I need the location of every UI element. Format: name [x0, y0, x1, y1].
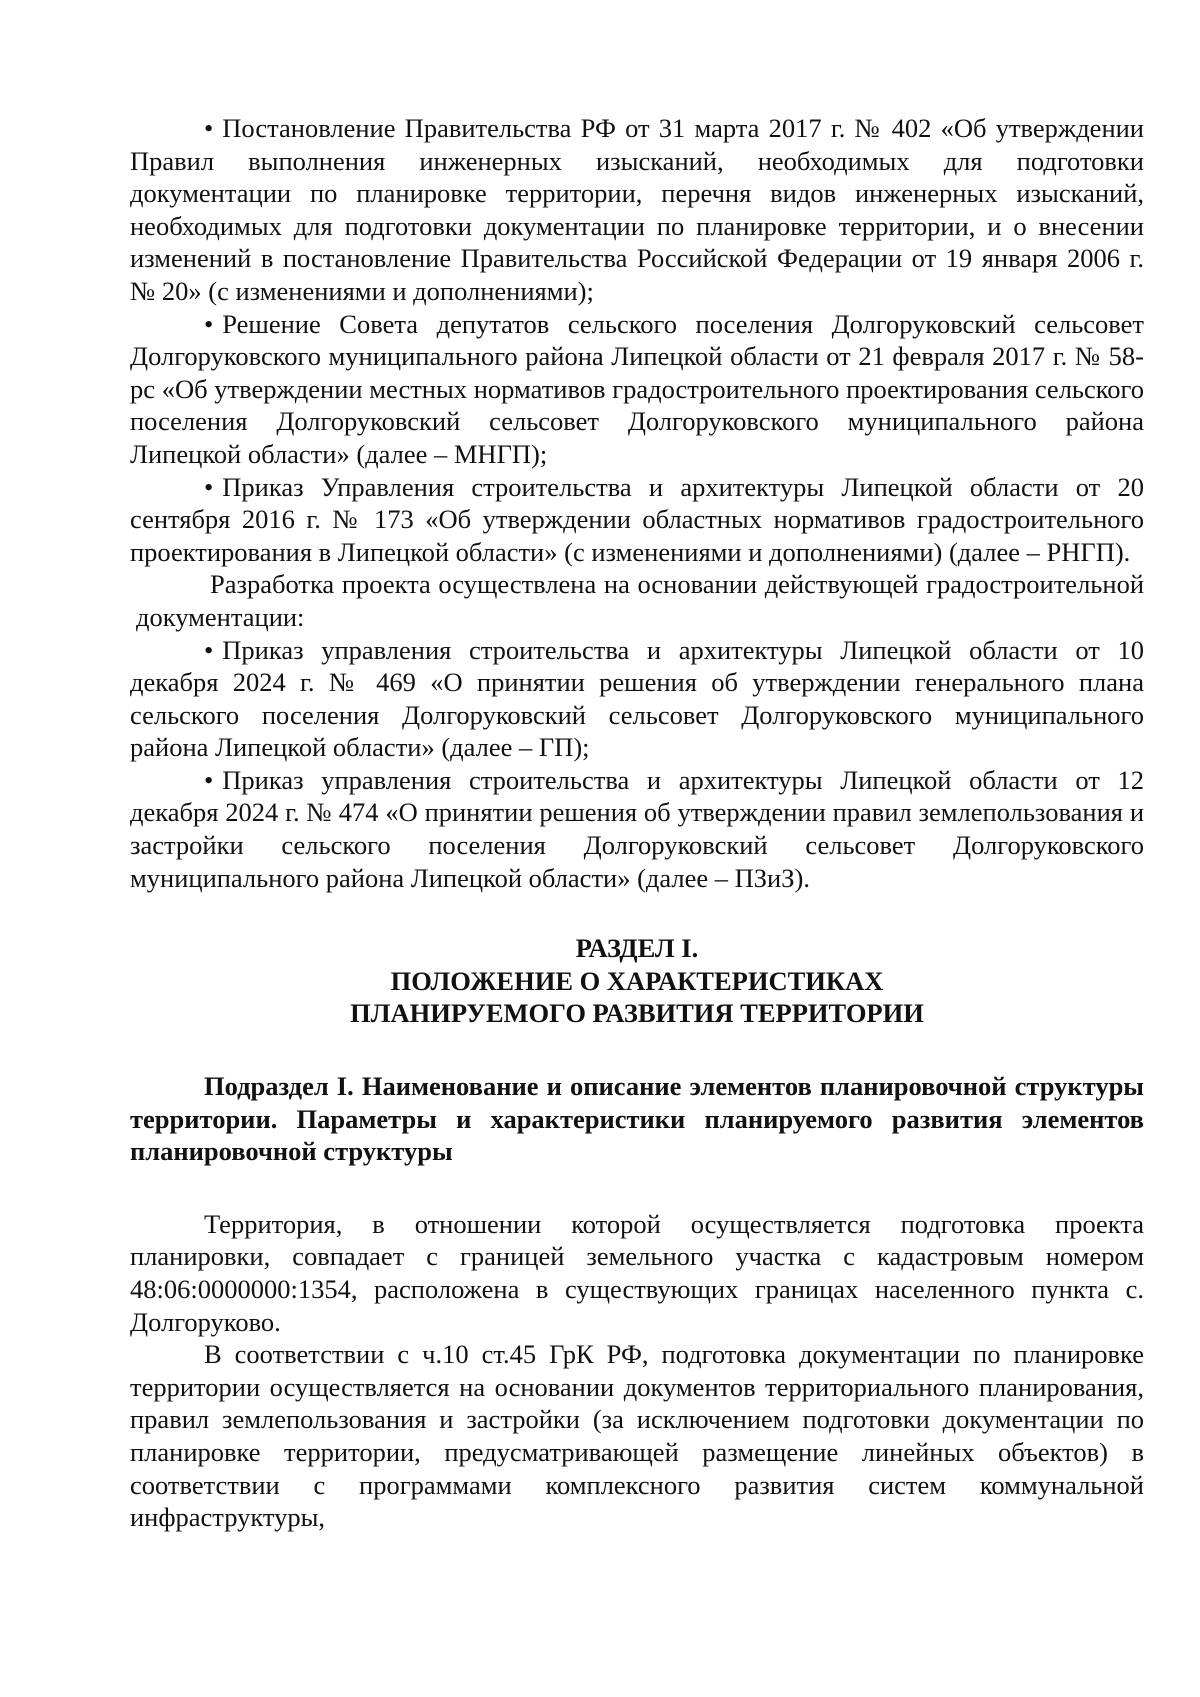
list-item-text: Приказ управления строительства и архитектуры Липецкой области от 10 декабря 2024 г. № 469 «О принятии решения об утверждении генерального плана сельского поселения Долгоруковский сельсовет Долгоруковского муниципального района Липецкой области» (далее – ГП); [130, 634, 1144, 763]
list-item-text: Постановление Правительства РФ от 31 марта 2017 г. № 402 «Об утверждении Правил выполнения инженерных изысканий, необходимых для подготовки документации по планировке территории, перечня видов инженерных изысканий, необходимых для подготовки документации по планировке территории, и о внесении изменений в постановление Правительства Российской Федерации от 19 января 2006 г. № 20» (с изменениями и дополнениями); [130, 113, 1144, 306]
paragraph-territory: Территория, в отношении которой осуществляется подготовка проекта планировки, совпадает с границей земельного участка с кадастровым номером 48:06:0000000:1354, расположена в существующих границах населенного пункта с. Долгоруково. [130, 1208, 1144, 1337]
section-title-line-2: ПЛАНИРУЕМОГО РАЗВИТИЯ ТЕРРИТОРИИ [350, 998, 924, 1029]
intro-paragraph: Разработка проекта осуществлена на основании действующей градостроительной документации: [136, 569, 1144, 632]
list-item-decision-58rs [130, 308, 1144, 471]
subsection-heading: Подраздел I. Наименование и описание элементов планировочной структуры территории. Параметры и характеристики планируемого развития элементов планировочной структуры [130, 1071, 1144, 1167]
list-item-order-469 [130, 634, 1144, 764]
section-title-line-1: ПОЛОЖЕНИЕ О ХАРАКТЕРИСТИКАХ [390, 965, 884, 996]
bullet-dot: • [204, 113, 214, 143]
paragraph-grk-compliance: В соответствии с ч.10 ст.45 ГрК РФ, подготовка документации по планировке территории осуществляется на основании документов территориального планирования, правил землепользования и застройки (за исключением подготовки документации по планировке территории, предусматривающей размещение линейных объектов) в соответствии с программами комплексного развития систем коммунальной инфраструктуры, [130, 1339, 1144, 1533]
bullet-dot: • [204, 471, 214, 502]
section-number: РАЗДЕЛ I. [575, 933, 699, 964]
document-page [130, 112, 1144, 1534]
bullet-dot: • [204, 634, 214, 665]
bullet-dot: • [204, 764, 214, 795]
bullet-dot: • [204, 308, 214, 339]
list-item-text: Приказ Управления строительства и архитектуры Липецкой области от 20 сентября 2016 г. № 173 «Об утверждении областных нормативов градостроительного проектирования в Липецкой области» (с изменениями и дополнениями) (далее – РНГП). [130, 471, 1144, 567]
spacer [130, 1168, 1144, 1208]
list-item-text: Решение Совета депутатов сельского поселения Долгоруковский сельсовет Долгоруковского муниципального района Липецкой области от 21 февраля 2017 г. № 58-рс «Об утверждении местных нормативов градостроительного проектирования сельского поселения Долгоруковский сельсовет Долгоруковского муниципального района Липецкой области» (далее – МНГП); [130, 308, 1144, 469]
section-heading [130, 932, 1144, 1030]
list-item-regulation-402 [130, 112, 1144, 308]
list-item-order-173 [130, 471, 1144, 569]
list-item-text: Приказ управления строительства и архитектуры Липецкой области от 12 декабря 2024 г. № 474 «О принятии решения об утверждении правил землепользования и застройки сельского поселения Долгоруковский сельсовет Долгоруковского муниципального района Липецкой области» (далее – ПЗиЗ). [130, 764, 1144, 893]
list-item-order-474 [130, 764, 1144, 894]
